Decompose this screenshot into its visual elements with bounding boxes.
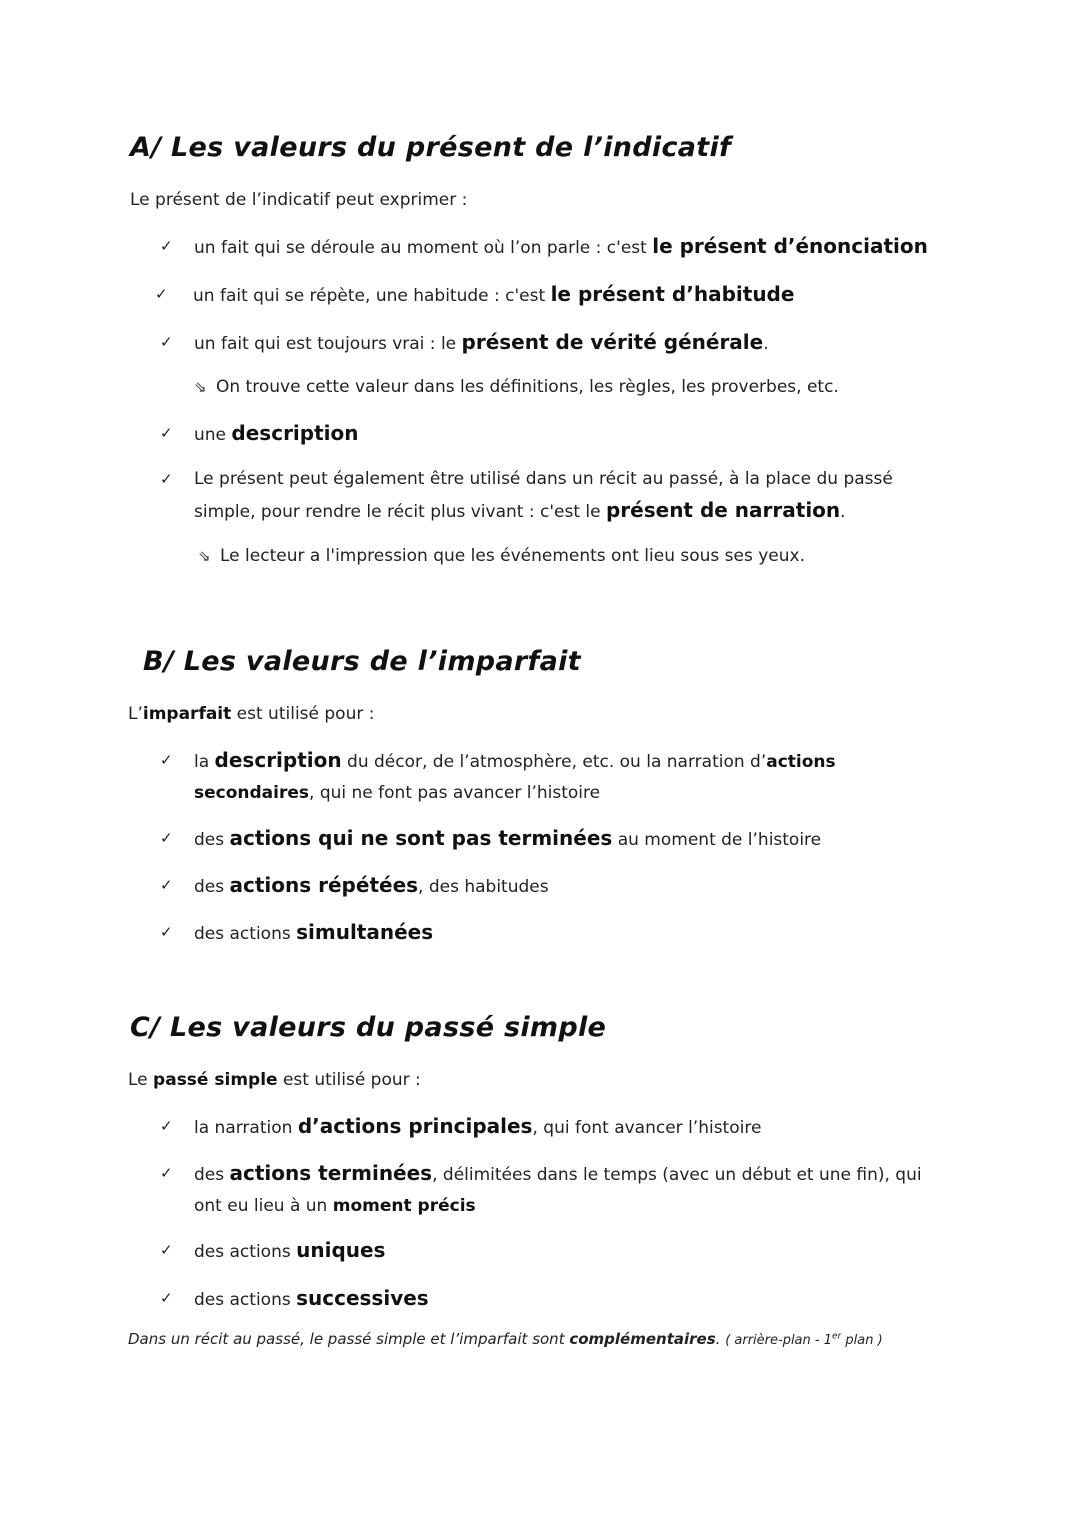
key-term: le présent d’habitude (550, 282, 795, 306)
check-icon: ✓ (160, 1164, 173, 1182)
key-term: le présent d’énonciation (652, 234, 928, 258)
check-icon: ✓ (160, 1241, 173, 1259)
key-term: présent de vérité générale (461, 330, 764, 354)
check-icon: ✓ (160, 237, 173, 255)
section-c-intro: Le passé simple est utilisé pour : (128, 1070, 421, 1090)
key-term: présent de narration (605, 498, 841, 522)
section-a-title: A/ Les valeurs du présent de l’indicatif (130, 132, 732, 163)
check-icon: ✓ (160, 876, 173, 894)
check-icon: ✓ (160, 424, 173, 442)
note: ⇘ Le lecteur a l'impression que les événements ont lieu sous ses yeux. (198, 546, 805, 566)
key-term: actions répétées (229, 873, 419, 897)
key-term: d’actions principales (297, 1114, 533, 1138)
key-term: simultanées (296, 920, 434, 944)
check-icon: ✓ (160, 333, 173, 351)
key-term: description (231, 421, 359, 445)
document-page: A/ Les valeurs du présent de l’indicatif Le présent de l’indicatif peut exprimer : ✓ un fait qui se déroule au moment où l’on parle : c'est le présent d’énonciation ✓ un fait qui se répète, une habitude : c'est le présent d’habitude ✓ un fait qui est toujours vrai : le présent de vérité générale. ⇘ On trouve cette valeur dans les définitions, les règles, les proverbes, etc. ✓ une description ✓ Le présent peut également être utilisé dans un récit au passé, à la place du passé simple, pour rendre le récit plus vivant : c'est le présent de narration. ⇘ Le lecteur a l'impression que les événements ont lieu sous ses yeux. B/ Les valeurs de l’imparfait L’imparfait est utilisé pour : ✓ la description du décor, de l’atmosphère, etc. ou la narration d’actions secondaires, qui ne font pas avancer l’histoire ✓ des actions qui ne sont pas terminées au moment de l’histoire ✓ des actions répétées, des habitudes ✓ des actions simultanées C/ Les valeurs du passé simple Le passé simple est utilisé pour : ✓ la narration d’actions principales, qui font avancer l’histoire ✓ des actions terminées, délimitées dans le temps (avec un début et une fin), qui ont eu lieu à un moment précis ✓ des actions uniques ✓ des actions successives Dans un récit au passé, le passé simple et l’imparfait sont complémentaires. ( arrière-plan - 1er plan ) (128, 132, 928, 1348)
check-icon: ✓ (160, 751, 173, 769)
note: ⇘ On trouve cette valeur dans les définitions, les règles, les proverbes, etc. (194, 377, 839, 397)
section-b-title: B/ Les valeurs de l’imparfait (143, 646, 581, 677)
section-a-intro: Le présent de l’indicatif peut exprimer : (130, 190, 468, 210)
footer-note: Dans un récit au passé, le passé simple et l’imparfait sont complémentaires. ( arrière-plan - 1er plan ) (128, 1330, 883, 1348)
section-c-title: C/ Les valeurs du passé simple (130, 1012, 607, 1043)
arrow-icon: ⇘ (198, 547, 211, 565)
check-icon: ✓ (160, 470, 173, 488)
check-icon: ✓ (160, 1289, 173, 1307)
key-term: actions qui ne sont pas terminées (229, 826, 613, 850)
key-term: uniques (296, 1238, 386, 1262)
key-term: description (214, 748, 342, 772)
section-b-intro: L’imparfait est utilisé pour : (128, 704, 375, 724)
key-term: actions terminées (229, 1161, 433, 1185)
arrow-icon: ⇘ (194, 378, 207, 396)
check-icon: ✓ (155, 285, 168, 303)
check-icon: ✓ (160, 923, 173, 941)
key-term: successives (296, 1286, 429, 1310)
check-icon: ✓ (160, 1117, 173, 1135)
check-icon: ✓ (160, 829, 173, 847)
